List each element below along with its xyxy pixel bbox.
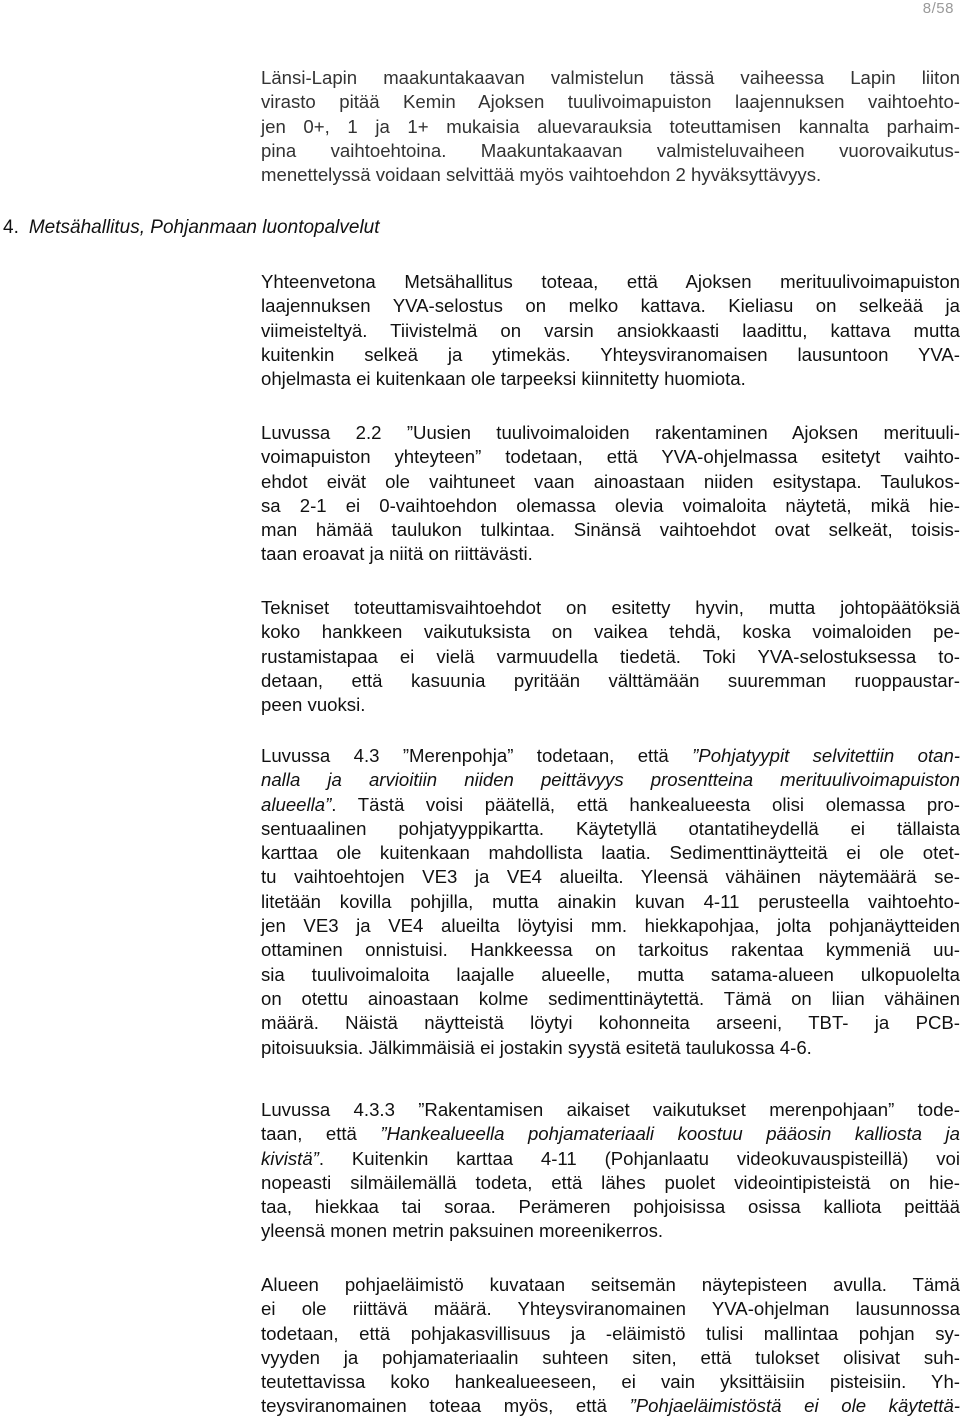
text-line: Luvussa 2.2 ”Uusien tuulivoimaloiden rakentaminen Ajoksen merituuli- xyxy=(261,422,960,443)
text-line: jen VE3 ja VE4 alueilta löytyisi mm. hiekkapohjaa, jolta pohjanäytteiden xyxy=(261,915,960,937)
text-line: taa, hiekkaa tai soraa. Perämeren pohjoisissa osissa kalliota peittää xyxy=(261,1196,960,1218)
text-line xyxy=(261,1147,960,1171)
text-line: detaan, että kasuunia pyritään välttämään suuremman ruoppaustar- xyxy=(261,669,960,691)
text-line: rustamistapaa ei vielä varmuudella tiedetä. Toki YVA-selostuksessa to- xyxy=(261,645,960,667)
text-line: viimeisteltyä. Tiivistelmä on varsin ansiokkaasti laadittu, kattava mutta xyxy=(261,319,960,341)
text-run: . Tästä voisi päätellä, että hankealueesta olisi olemassa pro- xyxy=(331,793,960,815)
paragraph-lapin-liitto xyxy=(261,66,960,187)
text-line: litetään kovilla pohjilla, mutta ainakin kuvan 4-11 perusteella vaihtoehto- xyxy=(261,890,960,912)
text-line: Luvussa 4.3.3 ”Rakentamisen aikaiset vaikutukset merenpohjaan” tode- xyxy=(261,1099,960,1120)
text-line: kuitenkin selkeä ja ytimekäs. Yhteysviranomaisen lausuntoon YVA- xyxy=(261,343,960,365)
text-line: man hämää taulukon tulkintaa. Sinänsä vaihtoehdot ovat selkeät, toisis- xyxy=(261,519,960,541)
page-number: 8/58 xyxy=(922,0,954,17)
text-line: karttaa ole kuitenkaan mahdollista laatia. Sedimenttinäytteitä ei ole otet- xyxy=(261,842,960,864)
paragraph-section-4-3-3 xyxy=(261,1098,960,1244)
text-line: menettelyssä voidaan selvittää myös vaihtoehdon 2 hyväksyttävyys. xyxy=(261,164,822,186)
paragraph-section-2-2 xyxy=(261,421,960,567)
text-run: Luvussa 4.3 ”Merenpohja” todetaan, että xyxy=(261,745,693,766)
quote-text: ”Pohjaeläimistöstä ei ole käytettä- xyxy=(629,1395,960,1417)
text-line: laajennuksen YVA-selostus on melko kattava. Kieliasu on selkeää ja xyxy=(261,295,960,317)
text-line: sia tuulivoimaloita laajalle alueelle, mutta satama-alueen ulkopuolelta xyxy=(261,963,960,985)
paragraph-technical-alternatives xyxy=(261,596,960,717)
paragraph-benthic-fauna xyxy=(261,1273,960,1419)
text-line: Alueen pohjaeläimistö kuvataan seitsemän näytepisteen avulla. Tämä xyxy=(261,1274,960,1295)
text-line: ohjelmasta ei kuitenkaan ole tarpeeksi kiinnitetty huomiota. xyxy=(261,368,746,390)
text-line: määrä. Näistä näytteistä löytyi kohonneita arseeni, TBT- ja PCB- xyxy=(261,1012,960,1034)
text-line: sa 2-1 ei 0-vaihtoehdon olemassa olevia voimaloita näytetä, mikä hie- xyxy=(261,494,960,516)
text-line: Yhteenvetona Metsähallitus toteaa, että Ajoksen merituulivoimapuiston xyxy=(261,271,960,292)
section-heading xyxy=(3,217,380,239)
quote-text: kivistä” xyxy=(261,1147,319,1169)
text-run: taan, että xyxy=(261,1123,381,1145)
text-line xyxy=(261,1394,960,1418)
text-line: vyyden ja pohjamateriaalin suhteen siten, että tulokset olisivat suh- xyxy=(261,1346,960,1368)
quote-text: ”Hankealueella pohjamateriaali koostuu pääosin kalliosta ja xyxy=(380,1123,960,1145)
quote-text: nalla ja arvioitiin niiden peittävyys prosentteina merituulivoimapuiston xyxy=(261,769,960,791)
section-title: Metsähallitus, Pohjanmaan luontopalvelut xyxy=(28,217,380,238)
paragraph-section-4-3 xyxy=(261,744,960,1060)
text-line: taan eroavat ja niitä on riittävästi. xyxy=(261,543,533,565)
text-line: koko hankkeen vaikutuksista on vaikea tehdä, koska voimaloiden pe- xyxy=(261,621,960,643)
text-line: voimapuiston yhteyteen” todetaan, että YVA-ohjelmassa esitetyt vaihto- xyxy=(261,446,960,468)
text-line: teutettavissa koko hankealueeseen, ei vain yksittäisiin pisteisiin. Yh- xyxy=(261,1371,960,1393)
text-line xyxy=(261,1122,960,1146)
text-line: virasto pitää Kemin Ajoksen tuulivoimapuiston laajennuksen vaihtoehto- xyxy=(261,91,960,113)
section-number: 4. xyxy=(3,217,19,238)
text-line: on otettu ainoastaan kolme sedimenttinäytettä. Tämä on liian vähäinen xyxy=(261,987,960,1009)
text-line: Tekniset toteuttamisvaihtoehdot on esitetty hyvin, mutta johtopäätöksiä xyxy=(261,597,960,618)
text-line: tu vaihtoehtojen VE3 ja VE4 alueilta. Yleensä vähäinen näytemäärä se- xyxy=(261,866,960,888)
quote-text: alueella” xyxy=(261,793,332,815)
text-line: pitoisuuksia. Jälkimmäisiä ei jostakin syystä esitetä taulukossa 4-6. xyxy=(261,1036,812,1058)
text-line xyxy=(261,744,960,768)
quote-text: ”Pohjatyypit selvitettiin otan- xyxy=(692,745,960,766)
text-line: sentuaalinen pohjatyyppikartta. Käytetyllä otantatiheydellä ei tällaista xyxy=(261,817,960,839)
text-run: . Kuitenkin karttaa 4-11 (Pohjanlaatu videokuvauspisteillä) voi xyxy=(318,1147,960,1169)
text-line: ehdot eivät ole vaihtuneet vaan ainoastaan niiden esitystapa. Taulukos- xyxy=(261,470,960,492)
text-line: ottaminen onnistuisi. Hankkeessa on tarkoitus rakentaa kymmeniä uu- xyxy=(261,939,960,961)
text-line: todetaan, että pohjakasvillisuus ja -eläimistö tulisi mallintaa pohjan sy- xyxy=(261,1322,960,1344)
text-line: peen vuoksi. xyxy=(261,694,366,716)
text-line: yleensä monen metrin paksuinen moreenikerros. xyxy=(261,1220,664,1242)
text-line: ei ole riittävä määrä. Yhteysviranomainen YVA-ohjelman lausunnossa xyxy=(261,1298,960,1320)
text-line: Länsi-Lapin maakuntakaavan valmistelun tässä vaiheessa Lapin liiton xyxy=(261,67,960,88)
text-line xyxy=(261,793,960,817)
text-line: nopeasti silmäilemällä todeta, että lähes puolet videointipisteistä on hie- xyxy=(261,1171,960,1193)
text-line: pina vaihtoehtoina. Maakuntakaavan valmisteluvaiheen vuorovaikutus- xyxy=(261,139,960,161)
text-line xyxy=(261,768,960,792)
text-line: jen 0+, 1 ja 1+ mukaisia aluevarauksia toteuttamisen kannalta parhaim- xyxy=(261,115,960,137)
text-run: teysviranomainen toteaa myös, että xyxy=(261,1395,630,1417)
paragraph-summary xyxy=(261,270,960,391)
